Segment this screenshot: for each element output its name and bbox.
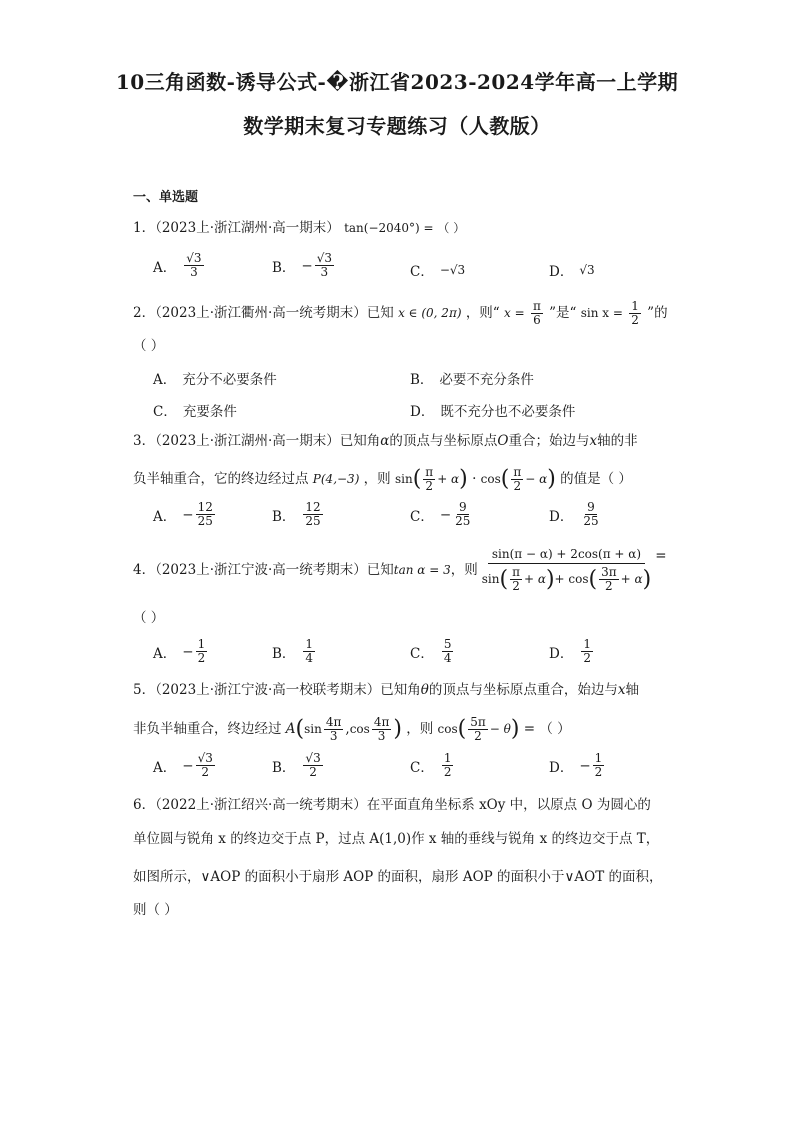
question-5-line-2: 非负半轴重合，终边经过 A(sin $\frac{4\pi}{3}$ ,cos $\frac{4\pi}{3}$ ) ，则 cos( $\frac{5\pi}{2}$ − θ) = （ ） <box>133 715 571 743</box>
question-3-option-b[interactable]: B． $\frac{12}{25}$ <box>272 500 321 528</box>
question-6-line-1: 6．（2022上·浙江绍兴·高一统考期末）在平面直角坐标系 xOy 中，以原点 O 为圆心的 <box>133 797 651 813</box>
document-title-line1: 10三角函数-诱导公式-�浙江省2023-2024学年高一上学期 <box>115 70 679 94</box>
question-4-option-a[interactable]: A． − $\frac{1}{2}$ <box>153 637 206 665</box>
question-5-option-d[interactable]: D． − $\frac{1}{2}$ <box>549 751 603 779</box>
question-3-option-c[interactable]: C． − $\frac{9}{25}$ <box>410 500 471 528</box>
question-4-condition: tan α = 3 <box>393 562 451 577</box>
question-4-stem: 4．（2023上·浙江宁波·高一统考期末）已知 tan α = 3 ，则 sin(π − α) + 2cos(π + α) sin ( $\frac{\pi}{2}$ + α ) + cos ( $\frac{3\pi}{2}$ + α ) = <box>133 547 667 593</box>
question-5-line-1: 5．（2023上·浙江宁波·高一校联考期末）已知角θ的顶点与坐标原点重合，始边与x轴 <box>133 682 640 698</box>
question-1-option-a[interactable]: A． $\frac{√3}{3}$ <box>153 251 202 279</box>
fraction-1-over-2: $\frac{1}{2}$ <box>631 299 639 327</box>
document-title-line2: 数学期末复习专题练习（人教版） <box>243 114 551 138</box>
question-5-option-c[interactable]: C． $\frac{1}{2}$ <box>410 751 452 779</box>
question-2-option-d[interactable]: D． 既不充分也不必要条件 <box>410 404 576 420</box>
question-4-option-c[interactable]: C． $\frac{5}{4}$ <box>410 637 452 665</box>
question-1-option-c[interactable]: C． −√3 <box>410 263 466 280</box>
question-1-stem <box>133 218 465 238</box>
point-p: P(4,−3) <box>312 472 360 486</box>
question-3-line-1: 3．（2023上·浙江湖州·高一期末）已知角α的顶点与坐标原点O重合；始边与x轴的非 <box>133 433 638 449</box>
question-4-option-b[interactable]: B． $\frac{1}{4}$ <box>272 637 314 665</box>
question-2-paren: （ ） <box>133 338 165 354</box>
question-6-line-2: 单位圆与锐角 x 的终边交于点 P，过点 A(1,0)作 x 轴的垂线与锐角 x 的终边交于点 T， <box>133 831 660 847</box>
question-5-option-b[interactable]: B． $\frac{√3}{2}$ <box>272 751 321 779</box>
question-3-line-2: 负半轴重合，它的终边经过点 P(4,−3) ，则 sin( $\frac{\pi}{2}$ + α) · cos( $\frac{\pi}{2}$ − α) 的值是（ ） <box>133 465 632 493</box>
question-2-option-c[interactable]: C． 充要条件 <box>153 404 237 420</box>
question-3-option-a[interactable]: A． − $\frac{12}{25}$ <box>153 500 213 528</box>
question-4-big-fraction: sin(π − α) + 2cos(π + α) sin ( $\frac{\pi}{2}$ + α ) + cos ( $\frac{3\pi}{2}$ + α ) <box>481 547 652 593</box>
question-6-line-4: 则（ ） <box>133 902 178 918</box>
question-1-option-d[interactable]: D． √3 <box>549 263 595 280</box>
fraction: $\frac{√3}{3}$ <box>186 251 202 279</box>
fraction-pi-over-6: $\frac{\pi}{6}$ <box>532 299 541 327</box>
question-5-option-a[interactable]: A． − $\frac{√3}{2}$ <box>153 751 213 779</box>
question-1-option-b[interactable]: B． − $\frac{√3}{3}$ <box>272 251 333 279</box>
question-4-option-d[interactable]: D． $\frac{1}{2}$ <box>549 637 591 665</box>
question-3-option-d[interactable]: D． $\frac{9}{25}$ <box>549 500 599 528</box>
question-2-stem: 2．（2023上·浙江衢州·高一统考期末）已知 x ∈ (0, 2π) ，则“ x = $\frac{\pi}{6}$ ”是“ sin x = $\frac{1}{2}$ ”的 <box>133 299 668 327</box>
question-6-line-3: 如图所示，∨AOP 的面积小于扇形 AOP 的面积，扇形 AOP 的面积小于∨AOT 的面积， <box>133 869 663 885</box>
question-1-source: 1．（2023上·浙江湖州·高一期末） <box>133 220 340 236</box>
question-2-option-a[interactable]: A． 充分不必要条件 <box>153 372 277 388</box>
question-1-expression: tan(−2040°) = （ ） <box>344 221 466 235</box>
question-2-condition: x ∈ (0, 2π) <box>398 306 462 320</box>
question-4-paren: （ ） <box>133 610 165 626</box>
question-2-option-b[interactable]: B． 必要不充分条件 <box>410 372 534 388</box>
fraction: $\frac{√3}{3}$ <box>316 251 333 279</box>
section-heading: 一、单选题 <box>133 190 199 205</box>
